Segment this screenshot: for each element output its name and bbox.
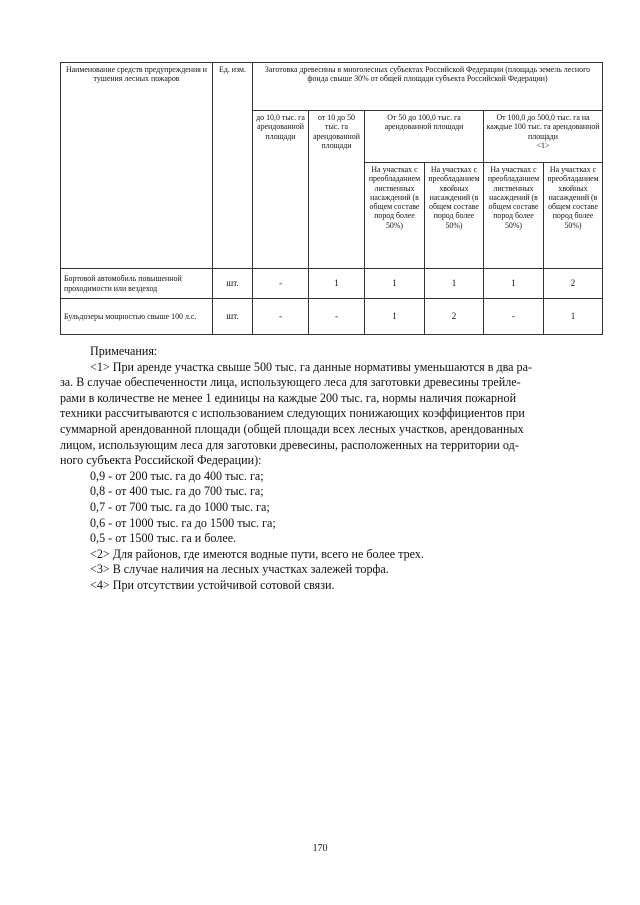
- note-4: <4> При отсутствии устойчивой сотовой связи.: [90, 577, 335, 592]
- header-sub-coniferous: На участках с преобладанием хвойных насаждений (в общем составе пород более 50%): [425, 163, 484, 269]
- table-row: [61, 269, 603, 299]
- note-1-line: рами в количестве не менее 1 единицы на каждые 200 тыс. га, нормы наличия пожарной: [60, 390, 517, 405]
- note-1-line: за. В случае обеспеченности лица, использующего леса для заготовки древесины трейле-: [60, 375, 521, 390]
- row-value: 1: [544, 299, 603, 335]
- note-2: <2> Для районов, где имеются водные пути, всего не более трех.: [90, 546, 424, 561]
- row-value: -: [484, 299, 544, 335]
- coefficient-item: 0,7 - от 700 тыс. га до 1000 тыс. га;: [90, 499, 270, 514]
- norms-table: [60, 62, 603, 335]
- header-range-1: до 10,0 тыс. га арендованной площади: [253, 111, 309, 269]
- header-sub-coniferous: На участках с преобладанием хвойных насаждений (в общем составе пород более 50%): [544, 163, 603, 269]
- page-number: 170: [312, 843, 328, 854]
- header-range-3: От 50 до 100,0 тыс. га арендованной площади: [365, 111, 484, 163]
- row-value: -: [309, 299, 365, 335]
- row-value: 1: [365, 269, 425, 299]
- header-group: Заготовка древесины в многолесных субъектах Российской Федерации (площадь земель лесного фонда свыше 30% от общей площади субъекта Российской Федерации): [253, 63, 603, 111]
- notes-section: [60, 344, 580, 594]
- note-1-line: <1> При аренде участка свыше 500 тыс. га данные нормативы уменьшаются в два ра-: [90, 359, 532, 374]
- row-value: 1: [484, 269, 544, 299]
- note-1-line: лицом, использующим леса для заготовки древесины, расположенных на территории од-: [60, 437, 519, 452]
- row-unit: шт.: [213, 299, 253, 335]
- row-value: 2: [425, 299, 484, 335]
- row-name: Бортовой автомобиль повышенной проходимости или вездеход: [61, 269, 213, 299]
- row-value: 2: [544, 269, 603, 299]
- note-1-line: техники рассчитываются с использованием следующих понижающих коэффициентов при: [60, 406, 525, 421]
- header-range-4-text: От 100,0 до 500,0 тыс. га на каждые 100 тыс. га арендованной площади: [486, 113, 600, 141]
- header-range-2: от 10 до 50 тыс. га арендованной площади: [309, 111, 365, 269]
- coefficient-item: 0,9 - от 200 тыс. га до 400 тыс. га;: [90, 468, 264, 483]
- row-value: -: [253, 269, 309, 299]
- header-sub-deciduous: На участках с преобладанием лиственных насаждений (в общем составе пород более 50%): [484, 163, 544, 269]
- row-unit: шт.: [213, 269, 253, 299]
- note-1-line: ного субъекта Российской Федерации):: [60, 453, 262, 468]
- header-sub-deciduous: На участках с преобладанием лиственных насаждений (в общем составе пород более 50%): [365, 163, 425, 269]
- coefficient-item: 0,5 - от 1500 тыс. га и более.: [90, 531, 237, 546]
- row-name: Бульдозеры мощностью свыше 100 л.с.: [61, 299, 213, 335]
- note-1-line: суммарной арендованной площади (общей площади всех лесных участков, арендованных: [60, 421, 524, 436]
- row-value: 1: [365, 299, 425, 335]
- table-row: [61, 299, 603, 335]
- header-range-4: [484, 111, 603, 163]
- coefficient-item: 0,6 - от 1000 тыс. га до 1500 тыс. га;: [90, 515, 276, 530]
- row-value: -: [253, 299, 309, 335]
- header-name-column: Наименование средств предупреждения и тушения лесных пожаров: [61, 63, 213, 269]
- coefficient-item: 0,8 - от 400 тыс. га до 700 тыс. га;: [90, 484, 264, 499]
- footnote-ref-1: <1>: [536, 140, 550, 150]
- note-3: <3> В случае наличия на лесных участках залежей торфа.: [90, 562, 389, 577]
- notes-title: Примечания:: [90, 344, 158, 358]
- row-value: 1: [425, 269, 484, 299]
- header-unit-column: Ед. изм.: [213, 63, 253, 269]
- row-value: 1: [309, 269, 365, 299]
